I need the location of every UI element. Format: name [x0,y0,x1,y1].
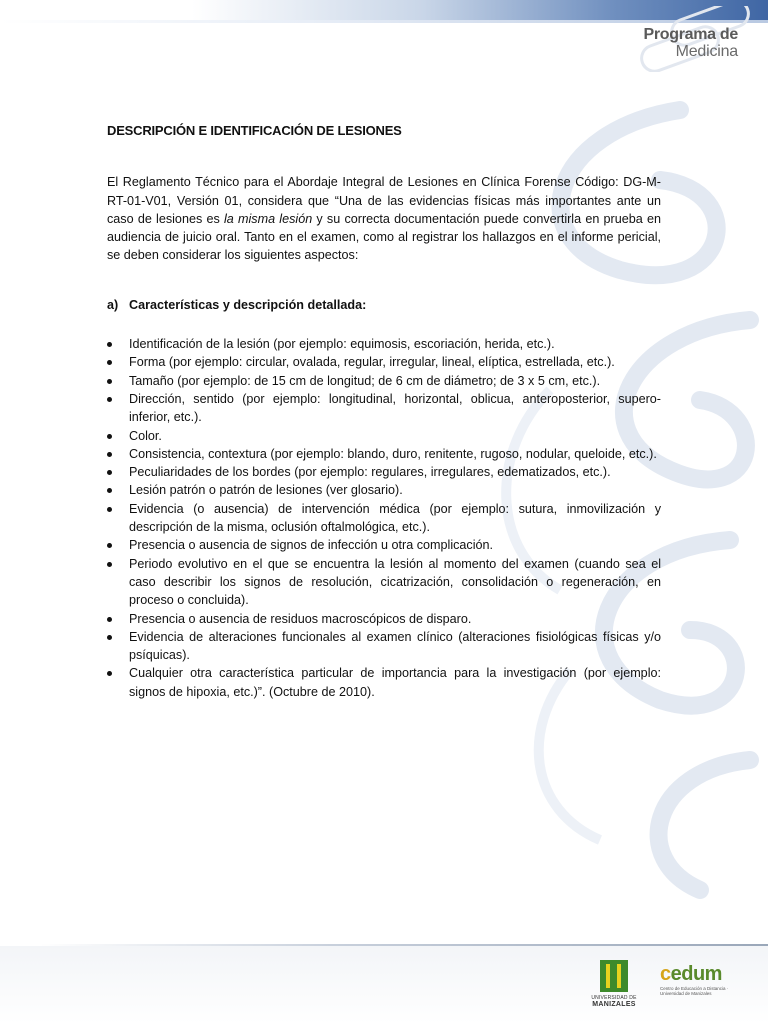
brand-subtitle: Medicina [675,43,738,60]
list-item: Identificación de la lesión (por ejemplo: equimosis, escoriación, herida, etc.). [107,335,661,353]
list-item: Tamaño (por ejemplo: de 15 cm de longitud; de 6 cm de diámetro; de 3 x 5 cm, etc.). [107,372,661,390]
list-item: Forma (por ejemplo: circular, ovalada, regular, irregular, lineal, elíptica, estrellada, etc.). [107,353,661,371]
bullet-icon [107,562,112,567]
cedum-wordmark: cedum [660,963,722,985]
bullet-icon [107,434,112,439]
bullet-icon [107,543,112,548]
list-item: Evidencia (o ausencia) de intervención médica (por ejemplo: sutura, inmovilización y descripción de la misma, oclusión oftalmológica, etc.). [107,500,661,537]
bullet-icon [107,360,112,365]
um-logo-line1: UNIVERSIDAD DE [591,995,637,1001]
list-item: Cualquier otra característica particular de importancia para la investigación (por ejemplo: signos de hipoxia, etc.)”. (Octubre de 2010). [107,664,661,701]
bullet-icon [107,470,112,475]
um-logo-line2: MANIZALES [592,1001,636,1008]
intro-emphasis: la misma lesión [223,211,313,226]
bullet-icon [107,342,112,347]
list-item: Periodo evolutivo en el que se encuentra la lesión al momento del examen (cuando sea el caso describir los signos de resolución, cicatrización, consolidación o regeneración, en proceso o concluida). [107,555,661,610]
bullet-icon [107,635,112,640]
bullet-icon [107,671,112,676]
list-item: Lesión patrón o patrón de lesiones (ver glosario). [107,481,661,499]
list-item: Presencia o ausencia de residuos macroscópicos de disparo. [107,610,661,628]
section-heading-text: Características y descripción detallada: [129,297,367,312]
section-label: a) [107,297,119,312]
characteristics-list [107,335,661,701]
bullet-icon [107,397,112,402]
cedum-subtitle: Centro de Educación a Distancia · Universidad de Manizales [660,986,729,997]
list-item: Consistencia, contextura (por ejemplo: blando, duro, renitente, rugoso, nodular, queloide, etc.). [107,445,661,463]
section-heading [107,296,661,314]
bullet-icon [107,488,112,493]
list-item: Color. [107,427,661,445]
list-item: Presencia o ausencia de signos de infección u otra complicación. [107,536,661,554]
document-title: DESCRIPCIÓN E IDENTIFICACIÓN DE LESIONES [107,123,402,138]
bullet-icon [107,452,112,457]
brand-title: Programa de [643,26,738,43]
cedum-logo [660,964,750,1008]
intro-text-start: El Reglamento Técnico para el Abordaje Integral de Lesiones en Clínica Forense Código: DG-M-RT-01-V01, Versión 01, considera que “Una de las evidencias físicas más importantes ante un caso de lesiones es [107,175,661,226]
list-item: Dirección, sentido (por ejemplo: longitudinal, horizontal, oblicua, anteroposterior, supero-inferior, etc.). [107,390,661,427]
footer-band [0,946,768,1024]
bullet-icon [107,379,112,384]
universidad-manizales-logo [585,960,643,1020]
list-item: Evidencia de alteraciones funcionales al examen clínico (alteraciones fisiológicas físicas y/o psíquicas). [107,628,661,665]
bullet-icon [107,617,112,622]
intro-text-end: y su correcta documentación puede convertirla en prueba en audiencia de juicio oral. Tanto en el examen, como al registrar los hallazgos en el informe pericial, se deben considerar los siguientes aspectos: [107,211,661,263]
program-brand [643,27,738,60]
um-emblem-icon [600,960,628,992]
bullet-icon [107,507,112,512]
intro-paragraph [107,173,661,264]
document-body [107,122,661,701]
footer-divider [40,944,768,946]
list-item: Peculiaridades de los bordes (por ejemplo: regulares, irregulares, edematizados, etc.). [107,463,661,481]
